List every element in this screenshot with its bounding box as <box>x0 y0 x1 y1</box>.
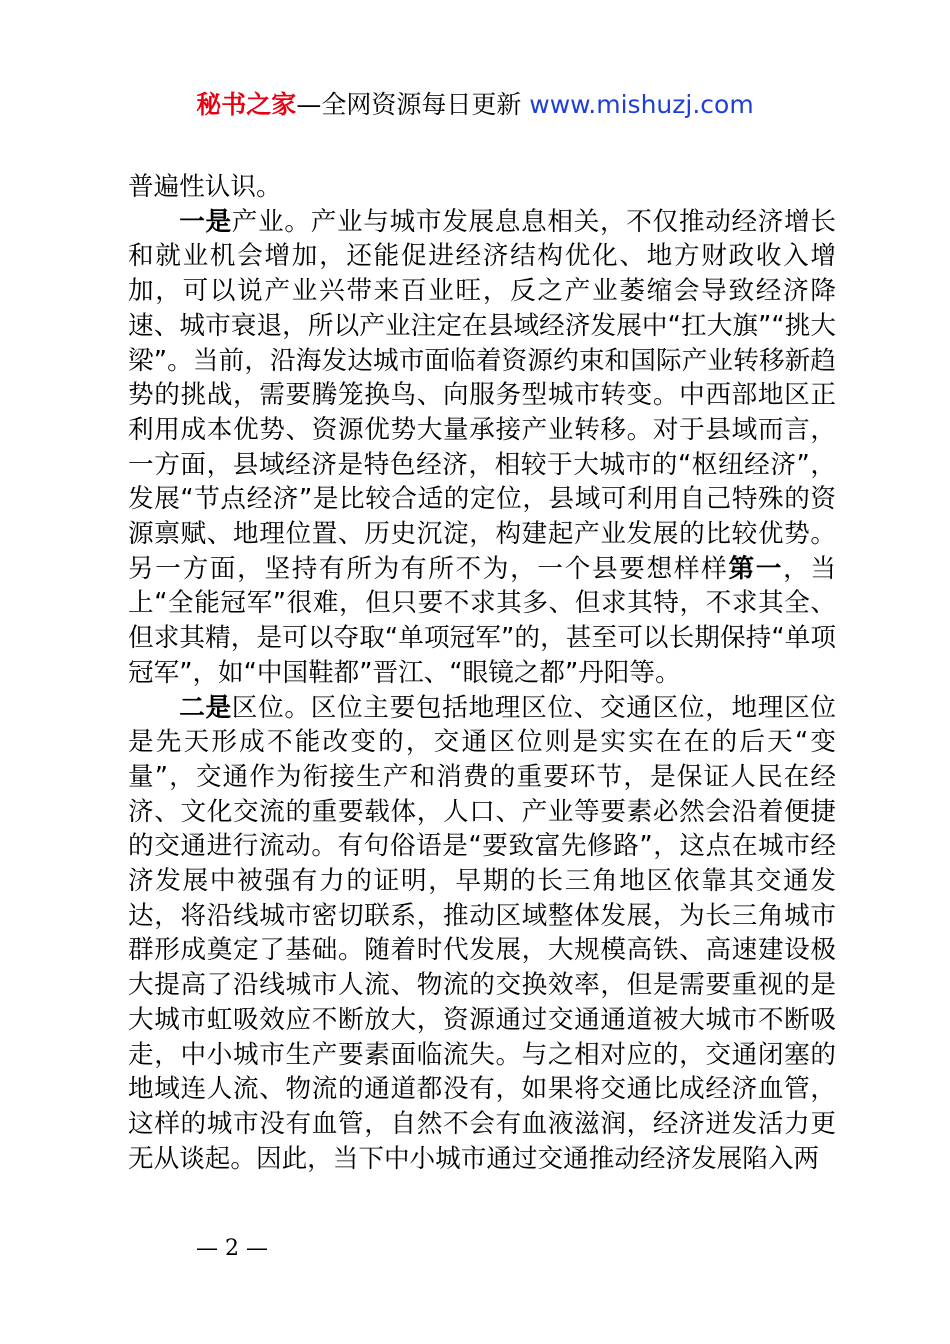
site-url-link[interactable]: www.mishuzj.com <box>529 90 754 119</box>
paragraph-lead: 二是 <box>179 692 232 723</box>
paragraph-continuation: 普遍性认识。 <box>128 172 282 202</box>
emphasis-text: 第一 <box>728 553 784 584</box>
document-body <box>128 170 836 1176</box>
paragraph-industry <box>128 205 836 691</box>
page-number: — 2 — <box>196 1236 268 1261</box>
site-tagline: —全网资源每日更新 <box>296 90 530 119</box>
paragraph-text: ，当上“全能冠军”很难，但只要不求其多、但求其特，不求其全、但求其精，是可以夺取“单项冠军”的，甚至可以长期保持“单项冠军”，如“中国鞋都”晋江、“眼镜之都”丹阳等。 <box>128 553 836 688</box>
paragraph-text: 区位。区位主要包括地理区位、交通区位，地理区位是先天形成不能改变的，交通区位则是实实在在的后天“变量”，交通作为衔接生产和消费的重要环节，是保证人民在经济、文化交流的重要载体，人口、产业等要素必然会沿着便捷的交通进行流动。有句俗语是“要致富先修路”，这点在城市经济发展中被强有力的证明，早期的长三角地区依靠其交通发达，将沿线城市密切联系，推动区域整体发展，为长三角城市群形成奠定了基础。随着时代发展，大规模高铁、高速建设极大提高了沿线城市人流、物流的交换效率，但是需要重视的是大城市虹吸效应不断放大，资源通过交通通道被大城市不断吸走，中小城市生产要素面临流失。与之相对应的，交通闭塞的地域连人流、物流的通道都没有，如果将交通比成经济血管，这样的城市没有血管，自然不会有血液滋润，经济迸发活力更无从谈起。因此，当下中小城市通过交通推动经济发展陷入两 <box>128 692 836 1174</box>
paragraph-text: 产业。产业与城市发展息息相关，不仅推动经济增长和就业机会增加，还能促进经济结构优化、地方财政收入增加，可以说产业兴带来百业旺，反之产业萎缩会导致经济降速、城市衰退，所以产业注定在县域经济发展中“扛大旗”“挑大梁”。当前，沿海发达城市面临着资源约束和国际产业转移新趋势的挑战，需要腾笼换鸟、向服务型城市转变。中西部地区正利用成本优势、资源优势大量承接产业转移。对于县域而言，一方面，县域经济是特色经济，相较于大城市的“枢纽经济”，发展“节点经济”是比较合适的定位，县域可利用自己特殊的资源禀赋、地理位置、历史沉淀，构建起产业发展的比较优势。另一方面，坚持有所为有所不为，一个县要想样样 <box>128 206 836 584</box>
site-header <box>0 88 950 122</box>
paragraph-location <box>128 691 836 1177</box>
paragraph-lead: 一是 <box>179 206 232 237</box>
site-brand: 秘书之家 <box>196 90 297 119</box>
